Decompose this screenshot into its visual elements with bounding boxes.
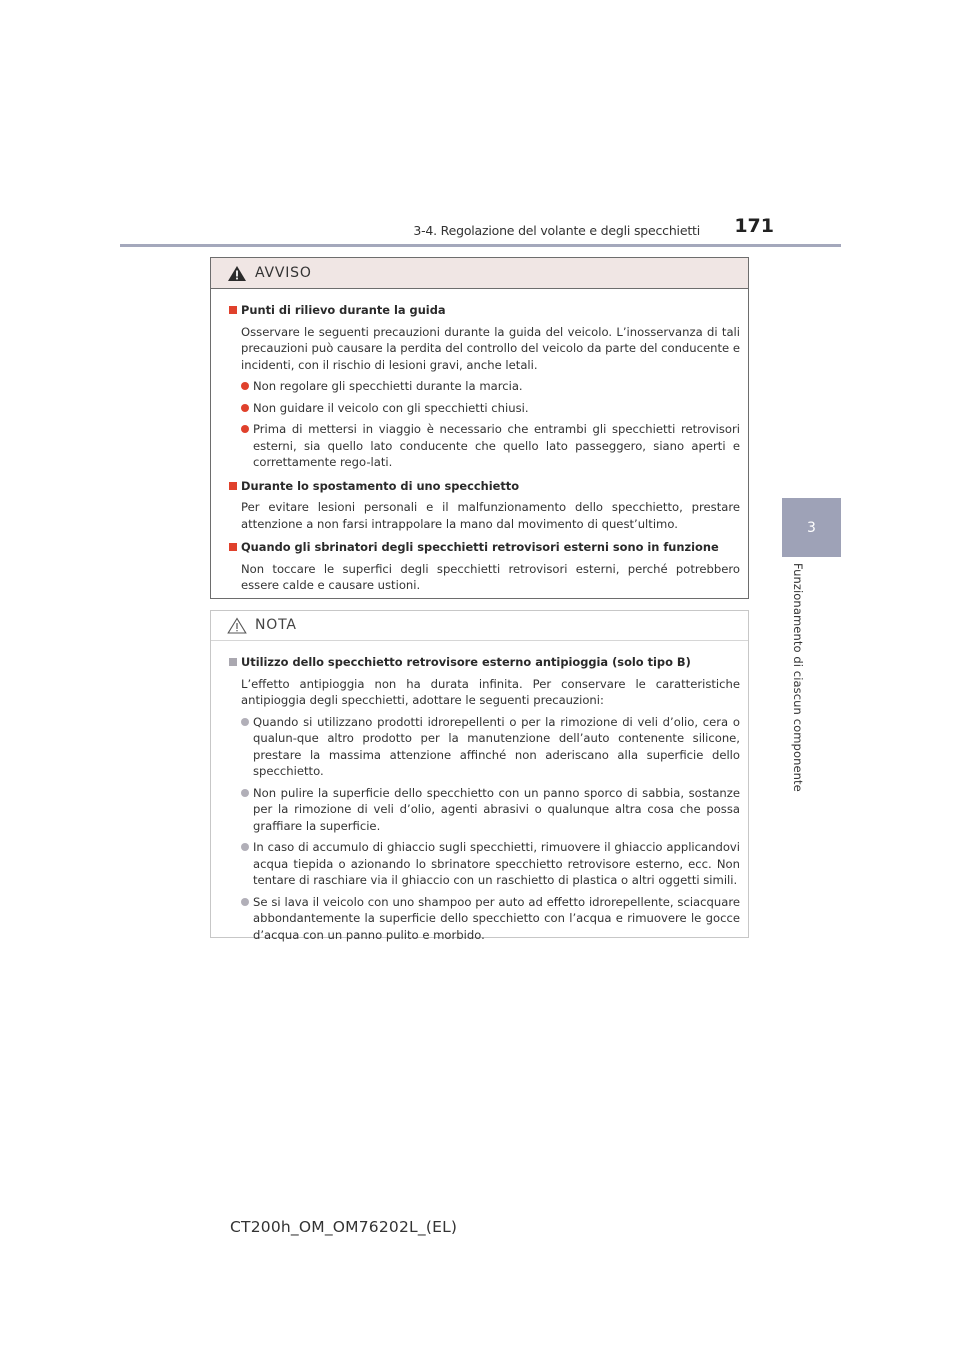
list-item bbox=[229, 714, 740, 780]
round-bullet-icon bbox=[241, 382, 249, 390]
list-item bbox=[229, 839, 740, 889]
round-bullet-icon bbox=[241, 404, 249, 412]
warning-section bbox=[229, 478, 740, 533]
header-divider bbox=[120, 244, 841, 247]
chapter-tab bbox=[782, 498, 841, 557]
section-paragraph: Osservare le seguenti precauzioni durante la guida del veicolo. L’inosservanza di tali precauzioni può causare la perdita del controllo del veicolo da parte del conducente e incidenti, con il rischio di lesioni gravi, anche letali. bbox=[241, 324, 740, 372]
section-title: Quando gli sbrinatori degli specchietti retrovisori esterni sono in funzione bbox=[241, 540, 719, 554]
square-bullet-icon bbox=[229, 306, 237, 314]
note-title: NOTA bbox=[255, 617, 297, 634]
list-item bbox=[229, 378, 740, 395]
document-code: CT200h_OM_OM76202L_(EL) bbox=[230, 1218, 458, 1236]
section-title: Durante lo spostamento di uno specchietto bbox=[241, 478, 520, 493]
section-paragraph: Non toccare le superfici degli specchietti retrovisori esterni, perché potrebbero essere calde e causare ustioni. bbox=[241, 561, 740, 592]
list-item bbox=[229, 785, 740, 835]
section-title: Punti di rilievo durante la guida bbox=[241, 303, 446, 317]
warning-header bbox=[211, 258, 748, 289]
list-item bbox=[229, 894, 740, 944]
list-item-text: Non regolare gli specchietti durante la marcia. bbox=[253, 379, 523, 393]
chapter-number: 3 bbox=[807, 519, 816, 536]
square-bullet-icon bbox=[229, 482, 237, 490]
square-bullet-icon bbox=[229, 543, 237, 551]
warning-box bbox=[210, 257, 749, 599]
warning-section bbox=[229, 302, 740, 471]
round-bullet-icon bbox=[241, 789, 249, 797]
list-item-text: In caso di accumulo di ghiaccio sugli specchietti, rimuovere il ghiaccio applicandovi acqua tiepida o azionando lo sbrinatore specchietto retrovisore esterno, ecc. Non tentare di raschiare via il ghiaccio con un raschietto di plastica o altri oggetti simili. bbox=[253, 840, 740, 887]
square-bullet-icon bbox=[229, 658, 237, 666]
note-header bbox=[211, 611, 748, 641]
chapter-label: Funzionamento di ciascun componente bbox=[791, 563, 805, 792]
section-title: Utilizzo dello specchietto retrovisore esterno antipioggia (solo tipo B) bbox=[241, 655, 691, 669]
section-paragraph: L’effetto antipioggia non ha durata infinita. Per conservare le caratteristiche antipioggia degli specchietti, adottare le seguenti precauzioni: bbox=[241, 676, 740, 707]
caution-outline-icon bbox=[227, 617, 247, 634]
warning-section bbox=[229, 539, 740, 594]
page-number: 171 bbox=[734, 215, 774, 237]
round-bullet-icon bbox=[241, 425, 249, 433]
note-box bbox=[210, 610, 749, 942]
warning-icon bbox=[227, 265, 247, 282]
list-item-text: Quando si utilizzano prodotti idrorepellenti o per la rimozione di veli d’olio, cera o qualun-que altro prodotto per la manutenzione dell’auto contenente silicone, prestare la massima attenzione affinché non aderiscano alla superficie dello specchietto. bbox=[253, 714, 740, 778]
round-bullet-icon bbox=[241, 718, 249, 726]
round-bullet-icon bbox=[241, 843, 249, 851]
section-paragraph: Per evitare lesioni personali e il malfunzionamento dello specchietto, prestare attenzione a non farsi intrappolare la mano dal movimento di quest’ultimo. bbox=[241, 500, 740, 531]
note-section bbox=[229, 654, 740, 943]
list-item bbox=[229, 400, 740, 417]
list-item-text: Non guidare il veicolo con gli specchietti chiusi. bbox=[253, 400, 529, 415]
section-header-title: 3-4. Regolazione del volante e degli specchietti bbox=[413, 223, 700, 238]
warning-title: AVVISO bbox=[255, 264, 312, 281]
list-item-text: Se si lava il veicolo con uno shampoo per auto ad effetto idrorepellente, sciacquare abbondantemente la superficie dello specchietto con l’acqua e rimuovere le gocce d’acqua con un panno pulito e morbido. bbox=[253, 894, 740, 942]
round-bullet-icon bbox=[241, 898, 249, 906]
list-item-text: Prima di mettersi in viaggio è necessario che entrambi gli specchietti retrovisori esterni, sia quello lato conducente che quello lato passeggero, siano aperti e correttamente rego-lati. bbox=[253, 422, 740, 469]
list-item bbox=[229, 421, 740, 471]
list-item-text: Non pulire la superficie dello specchietto con un panno sporco di sabbia, sostanze per la rimozione di veli d’olio, agenti abrasivi o qualunque altra cosa che possa graffiare la superficie. bbox=[253, 785, 740, 833]
